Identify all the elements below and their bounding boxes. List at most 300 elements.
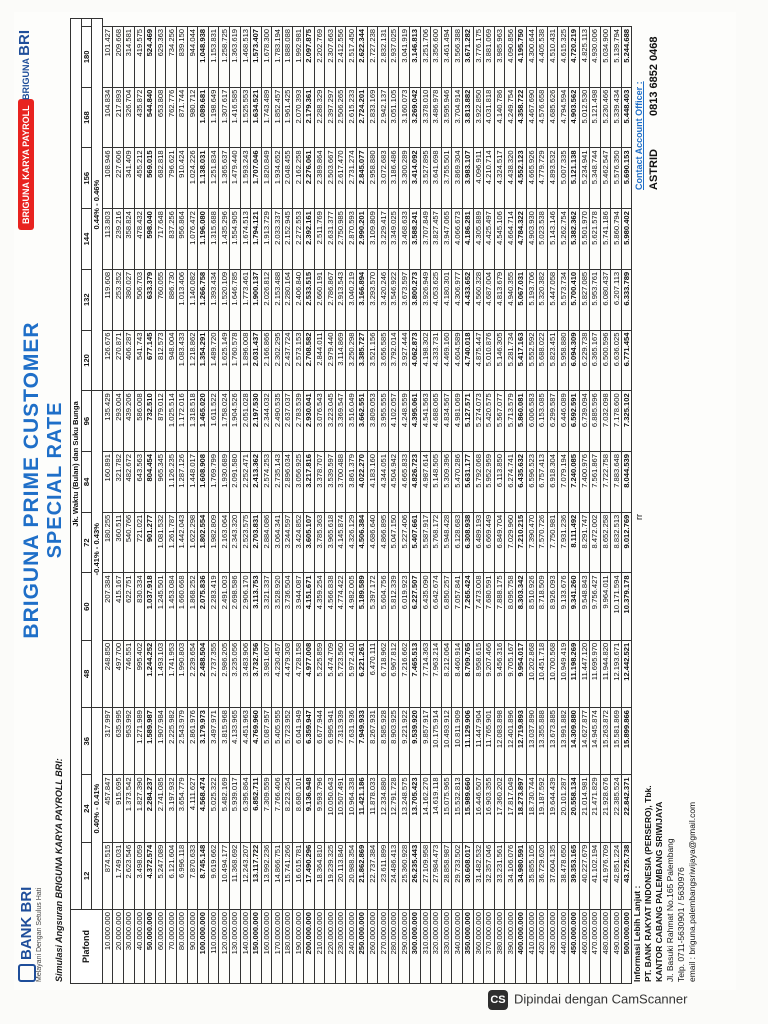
installment-cell: 732.510 [145,391,156,452]
plafond-cell: 480.000.000 [600,910,611,984]
installment-cell: 9.539.920 [410,708,421,775]
installment-cell: 6.918.304 [547,452,558,513]
installment-cell: 2.937.025 [388,26,399,87]
installment-cell: 1.261.787 [166,512,177,573]
installment-cell: 2.832.131 [378,26,389,87]
installment-cell: 9.221.922 [399,708,410,775]
plafond-cell: 250.000.000 [357,910,368,984]
installment-cell: 1.982.809 [208,512,219,573]
installment-cell: 8.267.931 [367,708,378,775]
installment-cell: 4.326.129 [346,512,357,573]
tenor-header-180: 180 [81,26,92,87]
table-row [155,19,166,984]
installment-cell: 7.465.513 [410,640,421,707]
rate-right: 0.44% - 0.46% [92,19,103,391]
installment-cell: 7.888.175 [494,573,505,640]
installment-cell: 12.719.893 [515,708,526,775]
installment-cell: 2.573.153 [293,330,304,391]
installment-cell: 3.566.388 [452,26,463,87]
installment-cell: 14.945.874 [590,708,601,775]
installment-cell: 4.451.963 [240,708,251,775]
installment-cell: 5.087.957 [261,708,272,775]
installment-cell: 541.743 [134,330,145,391]
installment-cell: 837.256 [166,209,177,270]
installment-cell: 10.379.178 [621,573,632,640]
installment-cell: 1.622.298 [187,512,198,573]
tenor-header-156: 156 [81,148,92,209]
plafond-cell: 280.000.000 [388,910,399,984]
installment-cell: 3.527.895 [420,148,431,209]
installment-cell: 1.493.103 [155,640,166,707]
installment-cell: 3.776.175 [473,26,484,87]
installment-cell: 4.433.652 [462,269,473,330]
installment-cell: 34.980.591 [515,842,526,909]
table-row [219,19,230,984]
installment-cell: 3.160.073 [399,87,410,148]
installment-cell: 14.627.877 [579,708,590,775]
installment-cell: 6.996.118 [176,842,187,909]
installment-cell: 5.713.579 [505,391,516,452]
installment-cell: 1.930.689 [219,452,230,513]
installment-cell: 598.040 [145,209,156,270]
installment-cell: 4.779.729 [537,148,548,209]
installment-cell: 209.668 [113,26,124,87]
installment-cell: 4.210.714 [484,148,495,209]
installment-cell: 2.942.137 [378,87,389,148]
table-row [452,19,463,984]
installment-cell: 9.705.167 [505,640,516,707]
table-row [187,19,198,984]
installment-cell: 5.567.077 [494,391,505,452]
installment-cell: 5.827.085 [579,269,590,330]
installment-cell: 9.136.948 [304,775,315,842]
installment-cell: 544.840 [145,87,156,148]
installment-cell: 5.262.754 [558,209,569,270]
installment-cell: 7.722.758 [600,452,611,513]
installment-cell: 1.489.720 [208,330,219,391]
installment-cell: 4.826.723 [410,452,421,513]
installment-cell: 20.101.287 [558,775,569,842]
installment-cell: 3.244.597 [282,512,293,573]
installment-cell: 3.217.816 [304,452,315,513]
installment-cell: 804.454 [145,452,156,513]
table-row [314,19,325,984]
installment-cell: 9.593.796 [314,775,325,842]
installment-cell: 6.885.596 [590,391,601,452]
table-row [484,19,495,984]
installment-cell: 5.474.709 [325,640,336,707]
installment-cell: 6.592.591 [568,391,579,452]
installment-cell: 8.652.258 [600,512,611,573]
installment-cell: 4.372.574 [145,842,156,909]
installment-cell: 2.574.253 [261,452,272,513]
installment-cell: 6.739.094 [579,391,590,452]
installment-cell: 23.611.899 [378,842,389,909]
installment-cell: 3.736.504 [282,573,293,640]
installment-cell: 2.048.455 [282,148,293,209]
handwritten-mark: rr [634,514,644,520]
installment-cell: 5.621.578 [590,209,601,270]
installment-cell: 8.903.925 [388,708,399,775]
installment-cell: 5.939.017 [229,775,240,842]
installment-cell: 3.654.779 [176,775,187,842]
installment-cell: 2.302.295 [272,330,283,391]
installment-cell: 3.041.919 [399,26,410,87]
installment-cell: 3.251.706 [420,26,431,87]
installment-cell: 8.709.765 [462,640,473,707]
installment-cell: 7.240.085 [568,452,579,513]
installment-cell: 13.037.890 [526,708,537,775]
installment-cell: 253.352 [113,269,124,330]
installment-cell: 2.490.535 [272,391,283,452]
installment-cell: 3.595.946 [441,87,452,148]
installment-cell: 17.490.296 [304,842,315,909]
installment-cell: 4.940.355 [505,269,516,330]
installment-cell: 5.741.186 [600,209,611,270]
installment-cell: 7.079.194 [558,452,569,513]
installment-cell: 27.984.473 [431,842,442,909]
installment-cell: 1.674.513 [240,209,251,270]
installment-cell: 1.760.578 [229,330,240,391]
installment-cell: 3.785.363 [314,512,325,573]
tenor-header-72: 72 [81,512,92,573]
installment-cell: 5.860.794 [611,209,622,270]
installment-cell: 1.907.984 [155,708,166,775]
installment-cell: 1.525.553 [240,87,251,148]
installment-cell: 21.928.676 [600,775,611,842]
installment-table [70,18,632,984]
installment-cell: 4.022.270 [357,452,368,513]
installment-cell: 3.349.025 [388,209,399,270]
installment-cell: 6.500.596 [600,330,611,391]
installment-cell: 1.479.440 [229,148,240,209]
installment-cell: 6.435.090 [420,573,431,640]
table-row [261,19,272,984]
installment-cell: 953.992 [123,708,134,775]
installment-cell: 35.855.105 [526,842,537,909]
installment-cell: 5.631.177 [462,452,473,513]
plafond-cell: 470.000.000 [590,910,601,984]
installment-cell: 7.265.424 [462,573,473,640]
installment-cell: 3.300.289 [399,148,410,209]
installment-cell: 39.353.165 [568,842,579,909]
installment-cell: 3.673.597 [399,269,410,330]
installment-cell: 2.731.274 [346,148,357,209]
installment-cell: 8.095.758 [505,573,516,640]
installment-cell: 5.281.734 [505,330,516,391]
plafond-cell: 30.000.000 [123,910,134,984]
installment-cell: 3.051.105 [388,87,399,148]
installment-cell: 26.235.443 [410,842,421,909]
installment-cell: 2.437.724 [282,330,293,391]
installment-cell: 11.447.120 [579,640,590,707]
installment-cell: 734.256 [166,26,177,87]
installment-cell: 5.604.756 [378,573,389,640]
installment-cell: 5.121.498 [590,87,601,148]
installment-cell: 2.197.530 [251,391,262,452]
tenor-header-48: 48 [81,640,92,707]
installment-cell: 4.604.589 [452,330,463,391]
installment-cell: 6.642.674 [431,573,442,640]
plafond-cell: 20.000.000 [113,910,124,984]
installment-cell: 9.619.662 [208,842,219,909]
installment-cell: 2.517.450 [346,26,357,87]
installment-cell: 455.212 [134,148,145,209]
installment-cell: 3.641.698 [431,148,442,209]
plafond-cell: 140.000.000 [240,910,251,984]
installment-cell: 41.976.709 [600,842,611,909]
plafond-cell: 160.000.000 [261,910,272,984]
plafond-cell: 200.000.000 [304,910,315,984]
installment-cell: 1.852.457 [272,87,283,148]
installment-cell: 4.090.856 [505,26,516,87]
installment-cell: 11.447.904 [473,708,484,775]
installment-cell: 1.573.407 [251,26,262,87]
installment-cell: 5.417.163 [515,330,526,391]
installment-cell: 5.397.172 [367,573,378,640]
installment-cell: 2.617.470 [335,148,346,209]
installment-cell: 2.162.258 [293,148,304,209]
installment-cell: 2.958.880 [367,148,378,209]
installment-cell: 4.728.158 [293,640,304,707]
tenor-header-36: 36 [81,708,92,775]
installment-cell: 1.198.649 [208,87,219,148]
installment-cell: 9.857.917 [420,708,431,775]
installment-cell: 7.561.867 [590,452,601,513]
installment-cell: 1.646.785 [229,269,240,330]
installment-cell: 5.576.350 [611,148,622,209]
installment-cell: 6.395.864 [240,775,251,842]
installment-cell: 5.690.153 [621,148,632,209]
installment-cell: 1.465.020 [198,391,209,452]
installment-cell: 4.930.006 [590,26,601,87]
installment-cell: 1.363.619 [229,26,240,87]
installment-cell: 160.891 [102,452,113,513]
installment-cell: 3.869.304 [452,148,463,209]
installment-cell: 4.053.625 [431,269,442,330]
installment-cell: 7.178.600 [611,391,622,452]
installment-cell: 4.687.004 [484,269,495,330]
table-group-header-row [71,19,82,984]
installment-cell: 2.786.867 [325,269,336,330]
installment-cell: 3.461.494 [441,26,452,87]
installment-cell: 2.741.085 [155,775,166,842]
installment-cell: 6.128.683 [452,512,463,573]
installment-cell: 3.223.045 [325,391,336,452]
installment-cell: 7.390.470 [526,512,537,573]
installment-cell: 4.665.926 [526,148,537,209]
installment-cell: 482.672 [123,452,134,513]
plafond-cell: 150.000.000 [251,910,262,984]
tenor-group-header: Jk. Waktu (Bulan) dan Suku Bunga [71,19,82,910]
installment-cell: 3.881.069 [484,26,495,87]
installment-cell: 760.055 [155,269,166,330]
installment-cell: 13.673.885 [547,708,558,775]
simulation-title: Simulasi Angsuran BRIGUNA KARYA PAYROLL BRI: [54,758,64,982]
installment-cell: 7.750.981 [547,512,558,573]
installment-cell: 20.113.840 [335,842,346,909]
installment-cell: 4.769.960 [251,708,262,775]
installment-cell: 4.438.320 [505,148,516,209]
plafond-cell: 170.000.000 [272,910,283,984]
installment-cell: 4.111.627 [187,775,198,842]
installment-cell: 5.348.744 [590,148,601,209]
product-badge: BRIGUNA KARYA PAYROLL [18,99,34,230]
plafond-cell: 380.000.000 [494,910,505,984]
installment-cell: 3.546.922 [388,269,399,330]
installment-cell: 6.677.944 [314,708,325,775]
table-row [134,19,145,984]
installment-cell: 4.774.422 [335,573,346,640]
installment-cell: 5.227.406 [399,512,410,573]
installment-cell: 3.827.457 [431,209,442,270]
installment-cell: 227.606 [113,148,124,209]
installment-cell: 2.307.663 [325,26,336,87]
installment-cell: 22.737.384 [367,842,378,909]
info-heading: Informasi Lebih Lanjut : [632,885,642,982]
tenor-header-60: 60 [81,573,92,640]
installment-cell: 6.227.507 [410,573,421,640]
installment-cell: 3.955.555 [378,391,389,452]
installment-cell: 1.992.981 [293,26,304,87]
installment-cell: 11.198.269 [568,640,579,707]
rate-mid: -0.41% - 0.43% [92,391,103,708]
installment-cell: 4.102.057 [388,391,399,452]
installment-cell: 497.700 [113,640,124,707]
installment-cell: 2.397.297 [325,87,336,148]
installment-cell: 5.225.859 [314,640,325,707]
installment-cell: 2.660.191 [314,269,325,330]
installment-cell: 8.303.342 [515,573,526,640]
table-row [240,19,251,984]
installment-cell: 4.552.123 [515,148,526,209]
installment-cell: 3.926.949 [420,269,431,330]
installment-cell: 14.162.270 [420,775,431,842]
installment-cell: 1.802.554 [198,512,209,573]
installment-cell: 5.482.169 [219,775,230,842]
installment-cell: 2.622.344 [357,26,368,87]
installment-cell: 14.309.880 [568,708,579,775]
installment-cell: 13.248.575 [399,775,410,842]
installment-cell: 6.094.309 [568,330,579,391]
installment-cell: 15.532.813 [452,775,463,842]
installment-cell: 28.858.987 [441,842,452,909]
installment-cell: 19.239.325 [325,842,336,909]
table-row [494,19,505,984]
installment-cell: 5.121.138 [568,148,579,209]
installment-cell: 6.359.947 [304,708,315,775]
installment-cell: 1.435.296 [219,209,230,270]
installment-cell: 5.812.339 [388,573,399,640]
installment-cell: 4.977.008 [304,640,315,707]
installment-cell: 358.824 [123,209,134,270]
installment-cell: 2.284.237 [145,775,156,842]
installment-cell: 18.730.744 [526,775,537,842]
table-row [431,19,442,984]
plafond-cell: 120.000.000 [219,910,230,984]
installment-cell: 7.032.098 [600,391,611,452]
installment-cell: 4.405.538 [537,26,548,87]
plafond-cell: 290.000.000 [399,910,410,984]
installment-cell: 5.407.661 [410,512,421,573]
installment-cell: 2.392.161 [304,209,315,270]
installment-cell: 13.117.722 [251,842,262,909]
installment-cell: 21.862.869 [357,842,368,909]
installment-cell: 1.593.243 [240,148,251,209]
installment-cell: 7.766.406 [272,775,283,842]
installment-cell: 524.469 [145,26,156,87]
installment-cell: 5.462.547 [600,148,611,209]
installment-cell: 33.231.561 [494,842,505,909]
installment-cell: 8.718.509 [537,573,548,640]
installment-cell: 5.012.530 [579,87,590,148]
plafond-cell: 230.000.000 [335,910,346,984]
installment-cell: 7.883.648 [611,452,622,513]
installment-cell: 1.258.725 [219,26,230,87]
installment-cell: 2.412.556 [335,26,346,87]
installment-cell: 980.712 [187,87,198,148]
installment-cell: 22.842.371 [621,775,632,842]
installment-cell: 3.521.156 [367,330,378,391]
installment-cell: 5.247.089 [155,842,166,909]
installment-cell: 3.497.971 [208,708,219,775]
installment-cell: 4.395.061 [410,391,421,452]
table-row [410,19,421,984]
installment-cell: 6.718.962 [378,640,389,707]
installment-cell: 3.656.585 [378,330,389,391]
installment-cell: 5.139.794 [611,26,622,87]
installment-cell: 1.896.008 [240,330,251,391]
installment-cell: 4.248.559 [399,391,410,452]
installment-cell: 995.402 [134,640,145,707]
installment-cell: 2.153.488 [272,269,283,330]
plafond-cell: 330.000.000 [441,910,452,984]
installment-cell: 2.283.419 [208,573,219,640]
installment-cell: 721.021 [134,512,145,573]
installment-cell: 40.227.679 [579,842,590,909]
installment-cell: 6.669.449 [484,512,495,573]
installment-cell: 2.033.337 [272,209,283,270]
installment-cell: 6.771.454 [621,330,632,391]
installment-cell: 1.625.149 [219,330,230,391]
sub-title: SPECIAL RATE [44,401,66,559]
installment-cell: 1.520.109 [219,269,230,330]
installment-cell: 10.964.338 [346,775,357,842]
plafond-cell: 260.000.000 [367,910,378,984]
tenor-header-12: 12 [81,842,92,909]
installment-cell: 326.704 [123,87,134,148]
table-row [145,19,156,984]
installment-cell: 5.047.150 [388,512,399,573]
installment-cell: 38.478.650 [558,842,569,909]
installment-cell: 2.844.011 [314,330,325,391]
account-officer-block [634,30,660,190]
table-row [282,19,293,984]
installment-cell: 341.409 [123,148,134,209]
installment-cell: 2.344.032 [261,391,272,452]
installment-cell: 5.309.396 [441,452,452,513]
installment-cell: 4.425.497 [484,209,495,270]
installment-cell: 7.309.559 [261,775,272,842]
installment-cell: 1.081.532 [155,512,166,573]
installment-cell: 1.089.681 [198,87,209,148]
installment-cell: 20.558.134 [568,775,579,842]
installment-cell: 3.704.914 [452,87,463,148]
installment-cell: 1.315.688 [208,209,219,270]
installment-cell: 3.378.707 [314,452,325,513]
installment-cell: 11.368.692 [229,842,240,909]
table-row [166,19,177,984]
